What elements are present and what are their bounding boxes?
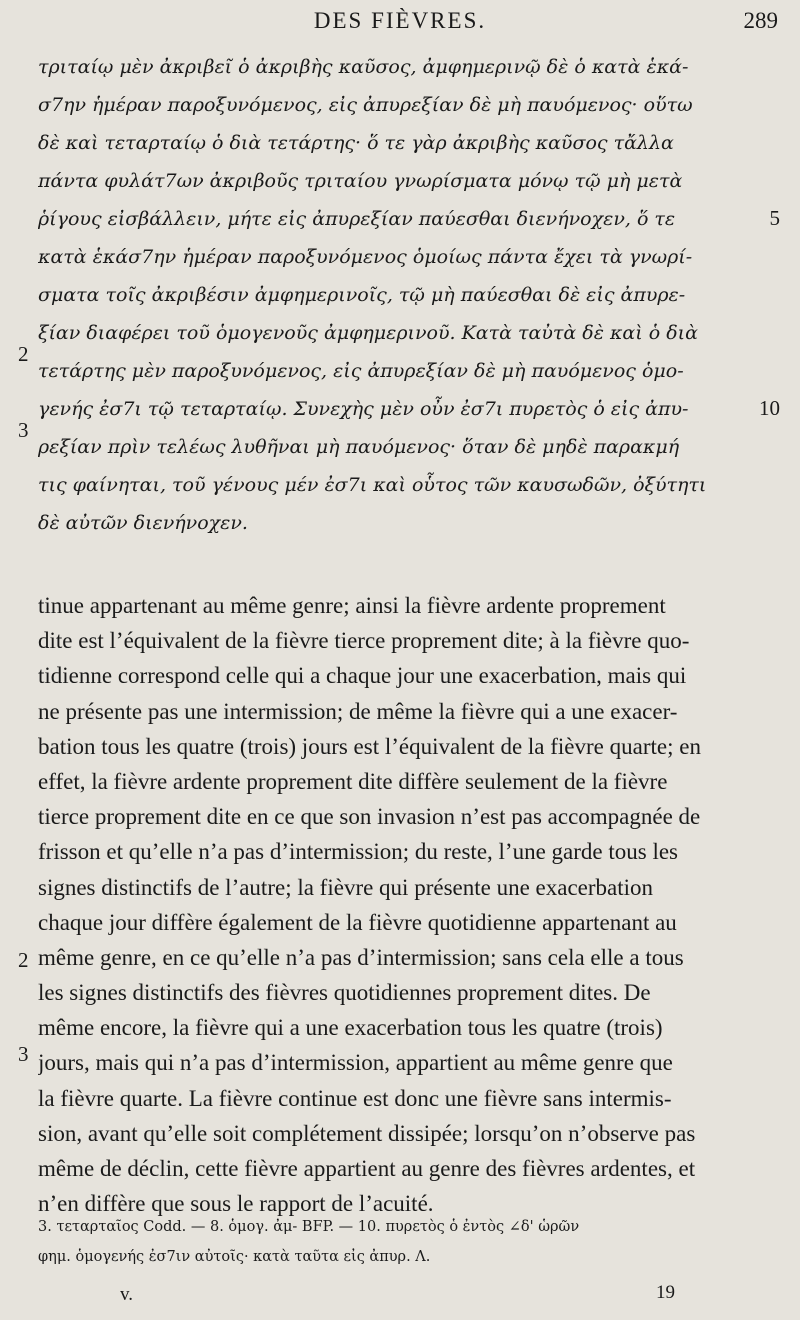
greek-line: ῥίγους εἰσβάλλειν, μήτε εἰς ἀπυρεξίαν παύεσθαι διενήνοχεν, ὅ τε [38, 208, 676, 230]
footnote-line: 3. τεταρταῖος Codd. — 8. ὁμογ. ἀμ- BFP. — 10. πυρετὸς ὁ ἐντὸς ∠δ' ὡρῶν [38, 1219, 580, 1235]
greek-text-block [38, 48, 758, 542]
french-line: effet, la fièvre ardente proprement dite diffère seulement de la fièvre [38, 768, 668, 794]
greek-line: τις φαίνηται, τοῦ γένους μέν ἐσ7ι καὶ οὗτος τῶν καυσωδῶν, ὀξύτητι [38, 474, 707, 496]
greek-line: σ7ην ἡμέραν παροξυνόμενος, εἰς ἀπυρεξίαν δὲ μὴ παυόμενος· οὕτω [38, 94, 693, 116]
french-line: même encore, la fièvre qui a une exacerbation tous les quatre (trois) [38, 1015, 663, 1041]
greek-line: γενής ἐσ7ι τῷ τεταρταίῳ. Συνεχὴς μὲν οὖν ἐσ7ι πυρετὸς ὁ εἰς ἀπυ- [38, 398, 689, 420]
greek-line-number-10: 10 [759, 396, 780, 420]
french-margin-mark-2: 2 [18, 948, 29, 972]
page-number: 289 [743, 8, 778, 33]
french-line: n’en diffère que sous le rapport de l’acuité. [38, 1191, 434, 1217]
running-head: DES FIÈVRES. [313, 8, 487, 33]
signature-mark: v. [120, 1284, 134, 1305]
greek-line: πάντα φυλάτ7ων ἀκριβοῦς τριταίου γνωρίσματα μόνῳ τῷ μὴ μετὰ [38, 170, 683, 192]
french-line: tierce proprement dite en ce que son invasion n’est pas accompagnée de [38, 804, 701, 830]
greek-margin-mark-2: 2 [18, 342, 29, 366]
greek-line: ρεξίαν πρὶν τελέως λυθῆναι μὴ παυόμενος· ὅταν δὲ μηδὲ παρακμή [38, 436, 680, 458]
french-line: la fièvre quarte. La fièvre continue est donc une fièvre sans intermis- [38, 1085, 672, 1111]
greek-line: ξίαν διαφέρει τοῦ ὁμογενοῦς ἀμφημερινοῦ. Κατὰ ταὐτὰ δὲ καὶ ὁ διὰ [38, 322, 698, 344]
greek-line: τετάρτης μὲν παροξυνόμενος, εἰς ἀπυρεξίαν δὲ μὴ παυόμενος ὁμο- [38, 360, 684, 382]
french-translation-block [38, 588, 758, 1221]
french-line: dite est l’équivalent de la fièvre tierce proprement dite; à la fièvre quo- [38, 628, 690, 654]
french-line: tinue appartenant au même genre; ainsi la fièvre ardente proprement [38, 593, 666, 618]
french-line: sion, avant qu’elle soit complétement dissipée; lorsqu’on n’observe pas [38, 1120, 696, 1146]
french-line: les signes distinctifs des fièvres quotidiennes proprement dites. De [38, 980, 651, 1006]
french-line: signes distinctifs de l’autre; la fièvre qui présente une exacerbation [38, 874, 654, 900]
french-line: jours, mais qui n’a pas d’intermission, appartient au même genre que [38, 1050, 673, 1076]
french-line: ne présente pas une intermission; de même la fièvre qui a une exacer- [38, 698, 678, 724]
gathering-number: 19 [656, 1282, 675, 1303]
french-line: bation tous les quatre (trois) jours est l’équivalent de la fièvre quarte; en [38, 733, 701, 759]
french-line: chaque jour diffère également de la fièvre quotidienne appartenant au [38, 909, 677, 935]
french-line: même genre, en ce qu’elle n’a pas d’intermission; sans cela elle a tous [38, 944, 684, 970]
french-line: tidienne correspond celle qui a chaque jour une exacerbation, mais qui [38, 663, 687, 689]
critical-apparatus [38, 1212, 778, 1272]
greek-line: δὲ αὐτῶν διενήνοχεν. [38, 512, 248, 534]
greek-line: δὲ καὶ τεταρταίῳ ὁ διὰ τετάρτης· ὅ τε γὰρ ἀκριβὴς καῦσος τἄλλα [38, 132, 674, 154]
greek-line-number-5: 5 [769, 206, 780, 230]
footnote-line: φημ. ὁμογενής ἐσ7ιν αὐτοῖς· κατὰ ταῦτα εἰς ἀπυρ. Λ. [38, 1249, 431, 1265]
french-margin-mark-3: 3 [18, 1042, 29, 1066]
french-line: même de déclin, cette fièvre appartient au genre des fièvres ardentes, et [38, 1156, 696, 1181]
greek-line: κατὰ ἑκάσ7ην ἡμέραν παροξυνόμενος ὁμοίως πάντα ἔχει τὰ γνωρί- [38, 246, 693, 268]
greek-margin-mark-3: 3 [18, 418, 29, 442]
greek-line: σματα τοῖς ἀκριβέσιν ἀμφημερινοῖς, τῷ μὴ παύεσθαι δὲ εἰς ἀπυρε- [38, 284, 686, 306]
greek-line: τριταίῳ μὲν ἀκριβεῖ ὁ ἀκριβὴς καῦσος, ἀμφημερινῷ δὲ ὁ κατὰ ἑκά- [38, 56, 689, 78]
french-line: frisson et qu’elle n’a pas d’intermission; du reste, l’une garde tous les [38, 839, 679, 865]
